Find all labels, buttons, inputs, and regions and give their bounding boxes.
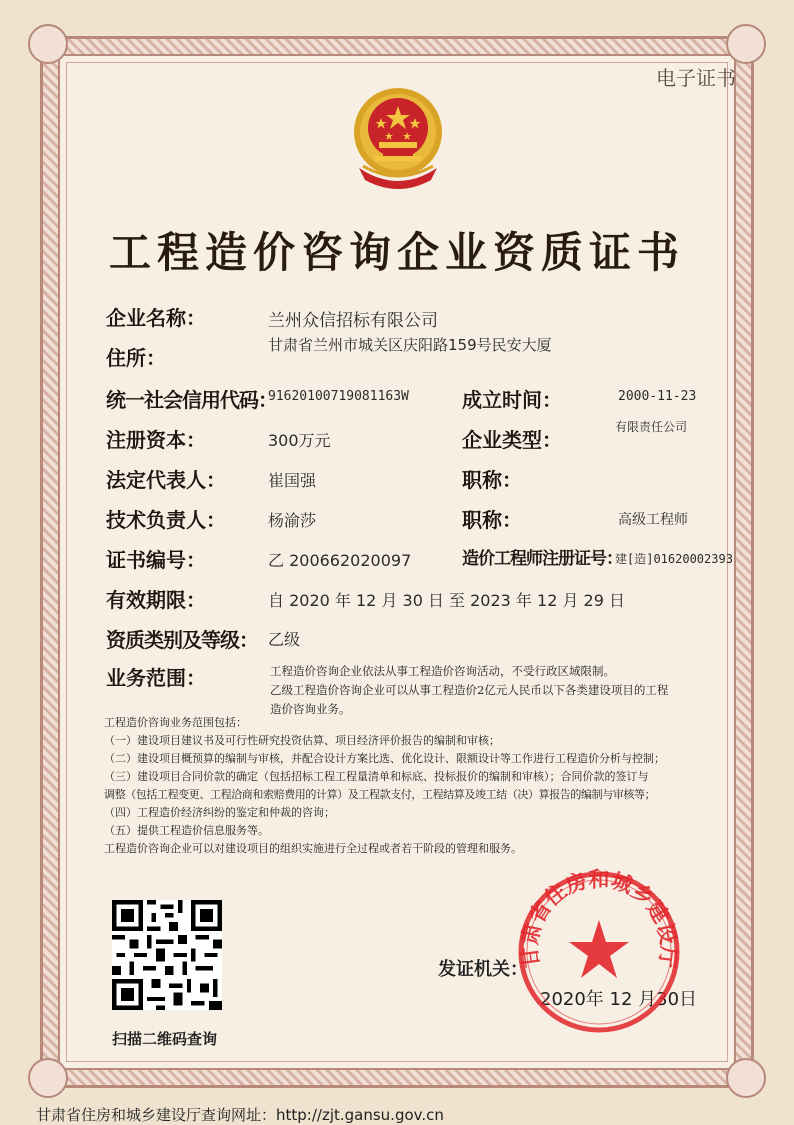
value-title-tech: 高级工程师 — [618, 512, 688, 528]
value-enterprise-type: 有限责任公司 — [615, 420, 688, 434]
label-cert-number: 证书编号： — [106, 548, 206, 572]
note-line: （二）建设项目概预算的编制与审核，并配合设计方案比选、优化设计、限额设计等工作进行工程造价分析与控制； — [104, 752, 665, 765]
scope-line: 造价咨询业务。 — [270, 702, 351, 716]
note-line: 工程造价咨询业务范围包括： — [104, 716, 247, 729]
value-address: 甘肃省兰州市城关区庆阳路159号民安大厦 — [268, 336, 552, 354]
value-credit-code: 91620100719081163W — [268, 389, 409, 404]
note-line: （三）建设项目合同价款的确定（包括招标工程工程量清单和标底、投标报价的编制和审核）；合同价款的签订与 — [104, 770, 649, 783]
note-line: 工程造价咨询企业可以对建设项目的组织实施进行全过程或者若干阶段的管理和服务。 — [104, 842, 522, 855]
value-cert-number: 乙 200662020097 — [268, 551, 412, 570]
value-capital: 300万元 — [268, 431, 331, 450]
label-enterprise-type: 企业类型： — [462, 428, 562, 452]
label-address: 住所： — [106, 346, 166, 370]
note-line: 调整（包括工程变更、工程洽商和索赔费用的计算）及工程款支付，工程结算及竣工结（决）算报告的编制与审核等； — [104, 788, 656, 801]
label-established: 成立时间： — [462, 388, 562, 412]
label-capital: 注册资本： — [106, 428, 206, 452]
label-credit-code: 统一社会信用代码： — [106, 388, 277, 412]
note-line: （四）工程造价经济纠纷的鉴定和仲裁的咨询； — [104, 806, 335, 819]
official-seal-icon — [515, 868, 683, 1036]
value-enterprise-name: 兰州众信招标有限公司 — [268, 311, 438, 331]
electronic-certificate-tag: 电子证书 — [656, 66, 736, 90]
value-tech-lead: 杨渝莎 — [268, 511, 317, 530]
query-url-footer: 甘肃省住房和城乡建设厅查询网址：http://zjt.gansu.gov.cn — [36, 1106, 444, 1124]
national-emblem-icon — [345, 82, 451, 194]
corner-ornament — [726, 1058, 766, 1098]
label-enterprise-name: 企业名称： — [106, 306, 206, 330]
seal-text: 甘肃省住房和城乡建设厅 — [516, 868, 682, 970]
note-line: （一）建设项目建议书及可行性研究投资估算、项目经济评价报告的编制和审核； — [104, 734, 500, 747]
value-validity: 自 2020 年 12 月 30 日 至 2023 年 12 月 29 日 — [268, 591, 625, 610]
label-validity: 有效期限： — [106, 588, 206, 612]
issuer-label: 发证机关： — [438, 959, 528, 980]
business-scope-notes — [104, 714, 744, 858]
label-title-legal: 职称： — [462, 468, 522, 492]
label-title-tech: 职称： — [462, 508, 522, 532]
scope-text — [270, 662, 730, 719]
corner-ornament — [28, 24, 68, 64]
label-tech-lead: 技术负责人： — [106, 508, 226, 532]
label-grade: 资质类别及等级： — [106, 628, 258, 652]
label-legal-rep: 法定代表人： — [106, 468, 226, 492]
corner-ornament — [28, 1058, 68, 1098]
label-engineer-reg: 造价工程师注册证号： — [462, 549, 622, 569]
label-scope: 业务范围： — [106, 666, 206, 690]
issue-date: 2020年 12 月30日 — [540, 989, 698, 1010]
value-engineer-reg: 建[造]01620002393 — [615, 552, 733, 566]
corner-ornament — [726, 24, 766, 64]
value-grade: 乙级 — [268, 630, 301, 649]
qr-code[interactable] — [112, 900, 222, 1010]
value-established: 2000-11-23 — [618, 389, 697, 404]
note-line: （五）提供工程造价信息服务等。 — [104, 824, 269, 837]
scope-line: 乙级工程造价咨询企业可以从事工程造价2亿元人民币以下各类建设项目的工程 — [270, 683, 669, 697]
certificate-title: 工程造价咨询企业资质证书 — [108, 228, 685, 277]
qr-caption: 扫描二维码查询 — [112, 1030, 218, 1048]
value-legal-rep: 崔国强 — [268, 471, 317, 490]
scope-line: 工程造价咨询企业依法从事工程造价咨询活动，不受行政区域限制。 — [270, 664, 615, 678]
